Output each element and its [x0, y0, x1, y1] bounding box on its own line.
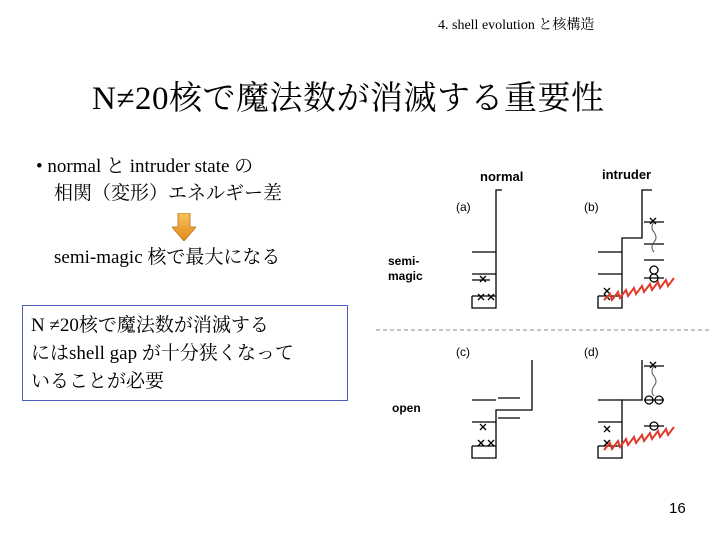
panel-c: [472, 360, 532, 458]
panel-label-d: (d): [584, 345, 599, 359]
panel-label-c: (c): [456, 345, 470, 359]
note-line-1: N ≠20核で魔法数が消滅する: [31, 315, 269, 336]
row-label-semi: semi-: [388, 254, 420, 268]
bullet-point: [36, 153, 282, 207]
row-label-open: open: [392, 401, 421, 415]
col-intruder-label: intruder: [602, 167, 652, 182]
panel-label-a: (a): [456, 200, 471, 214]
bullet-line-1: • normal と intruder state の: [36, 156, 254, 177]
slide-title: N≠20核で魔法数が消滅する重要性: [92, 81, 605, 117]
down-arrow-icon: [172, 213, 196, 241]
bullet-line-2: 相関（変形）エネルギー差: [54, 183, 283, 204]
row-label-magic: magic: [388, 269, 423, 283]
note-box: [22, 305, 348, 401]
level-scheme-figure: [372, 160, 712, 470]
wave-b: [604, 278, 674, 300]
col-normal-label: normal: [480, 169, 524, 184]
wave-b-right: [652, 222, 656, 252]
slide-header: 4. shell evolution と核構造: [438, 18, 595, 33]
panel-b: [598, 190, 664, 308]
semi-magic-statement: semi-magic 核で最大になる: [54, 247, 281, 268]
note-line-3: いることが必要: [31, 371, 165, 392]
panel-d: [598, 360, 664, 458]
panel-label-b: (b): [584, 200, 599, 214]
page-number: 16: [669, 500, 686, 517]
wave-d-right: [652, 366, 656, 396]
note-line-2: にはshell gap が十分狭くなって: [31, 343, 294, 364]
panel-a: [472, 190, 502, 308]
wave-d: [604, 427, 674, 450]
